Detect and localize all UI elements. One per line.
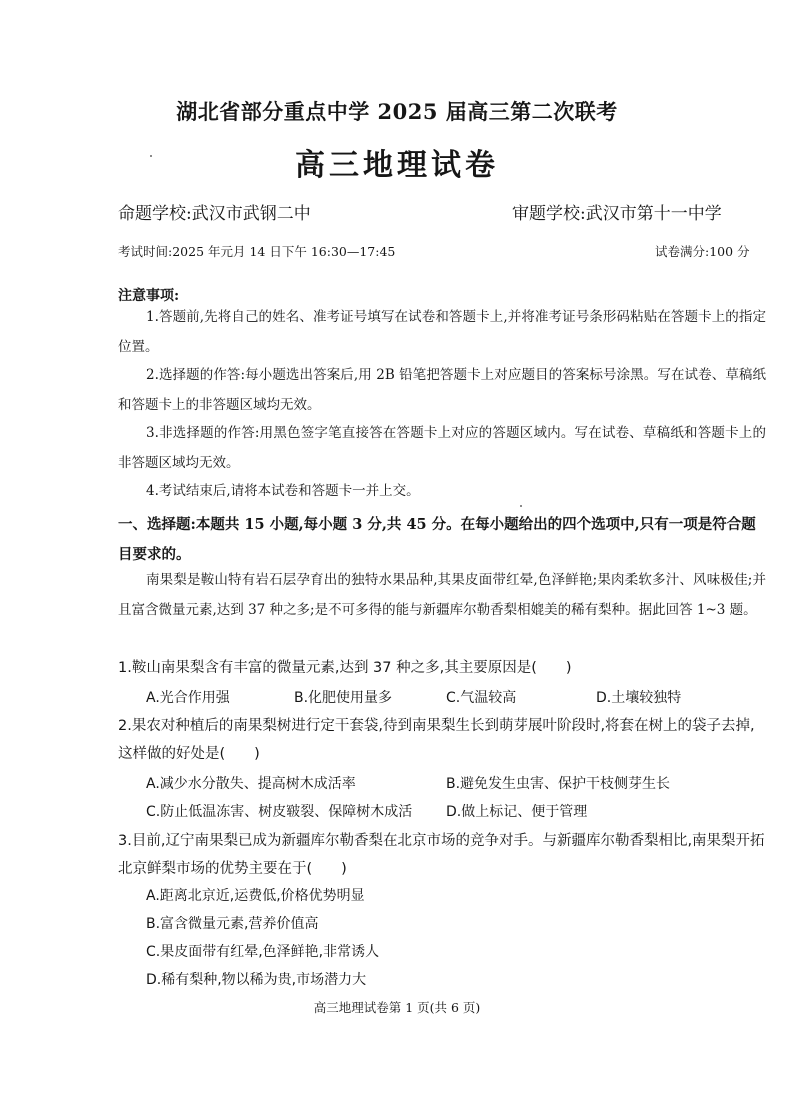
exam-subtitle: 高三地理试卷 (295, 148, 499, 183)
notice-title: 注意事项: (118, 288, 180, 304)
q2-option-a: A.减少水分散失、提高树木成活率 (146, 776, 356, 792)
notice-item: 2.选择题的作答:每小题选出答案后,用 2B 铅笔把答题卡上对应题目的答案标号涂黑。写在试卷、草稿纸和答题卡上的非答题区域均无效。 (118, 367, 766, 413)
q1-option-a: A.光合作用强 (146, 690, 230, 706)
question-3-stem: 3.目前,辽宁南果梨已成为新疆库尔勒香梨在北京市场的竞争对手。与新疆库尔勒香梨相比,南果梨开拓北京鲜梨市场的优势主要在于( ) (118, 833, 765, 877)
notice-item: 4.考试结束后,请将本试卷和答题卡一并上交。 (146, 483, 420, 499)
exam-time: 考试时间:2025 年元月 14 日下午 16:30—17:45 (118, 244, 396, 259)
page-footer: 高三地理试卷第 1 页(共 6 页) (313, 1000, 481, 1015)
q1-option-c: C.气温较高 (446, 690, 517, 706)
q3-option-d: D.稀有梨种,物以稀为贵,市场潜力大 (146, 972, 367, 988)
review-school: 审题学校:武汉市第十一中学 (512, 204, 722, 224)
material-paragraph: 南果梨是鞍山特有岩石层孕育出的独特水果品种,其果皮面带红晕,色泽鲜艳;果肉柔软多汁、风味极佳;并且富含微量元素,达到 37 种之多;是不可多得的能与新疆库尔勒香梨相媲美的稀有梨种。据此回答 1~3 题。 (118, 572, 766, 618)
q2-option-d: D.做上标记、便于管理 (446, 804, 588, 820)
q1-option-d: D.土壤较独特 (596, 690, 682, 706)
question-1-stem: 1.鞍山南果梨含有丰富的微量元素,达到 37 种之多,其主要原因是( ) (118, 660, 572, 676)
q3-option-a: A.距离北京近,运费低,价格优势明显 (146, 888, 365, 904)
notice-item: 1.答题前,先将自己的姓名、准考证号填写在试卷和答题卡上,并将准考证号条形码粘贴在答题卡上的指定位置。 (118, 309, 766, 355)
q2-option-b: B.避免发生虫害、保护干枝侧芽生长 (446, 776, 671, 792)
q3-option-c: C.果皮面带有红晕,色泽鲜艳,非常诱人 (146, 944, 380, 960)
author-school: 命题学校:武汉市武钢二中 (118, 204, 311, 224)
notice-item: 3.非选择题的作答:用黑色签字笔直接答在答题卡上对应的答题区域内。写在试卷、草稿纸和答题卡上的非答题区域均无效。 (118, 425, 766, 471)
q3-option-b: B.富含微量元素,营养价值高 (146, 916, 319, 932)
exam-title: 湖北省部分重点中学 2025 届高三第二次联考 (176, 99, 618, 124)
q1-option-b: B.化肥使用量多 (294, 690, 393, 706)
section-heading: 一、选择题:本题共 15 小题,每小题 3 分,共 45 分。在每小题给出的四个选项中,只有一项是符合题目要求的。 (118, 516, 756, 563)
question-2-stem: 2.果农对种植后的南果梨树进行定干套袋,待到南果梨生长到萌芽展叶阶段时,将套在树上的袋子去掉,这样做的好处是( ) (118, 718, 755, 762)
q2-option-c: C.防止低温冻害、树皮皲裂、保障树木成活 (146, 804, 413, 820)
full-score: 试卷满分:100 分 (655, 244, 750, 259)
